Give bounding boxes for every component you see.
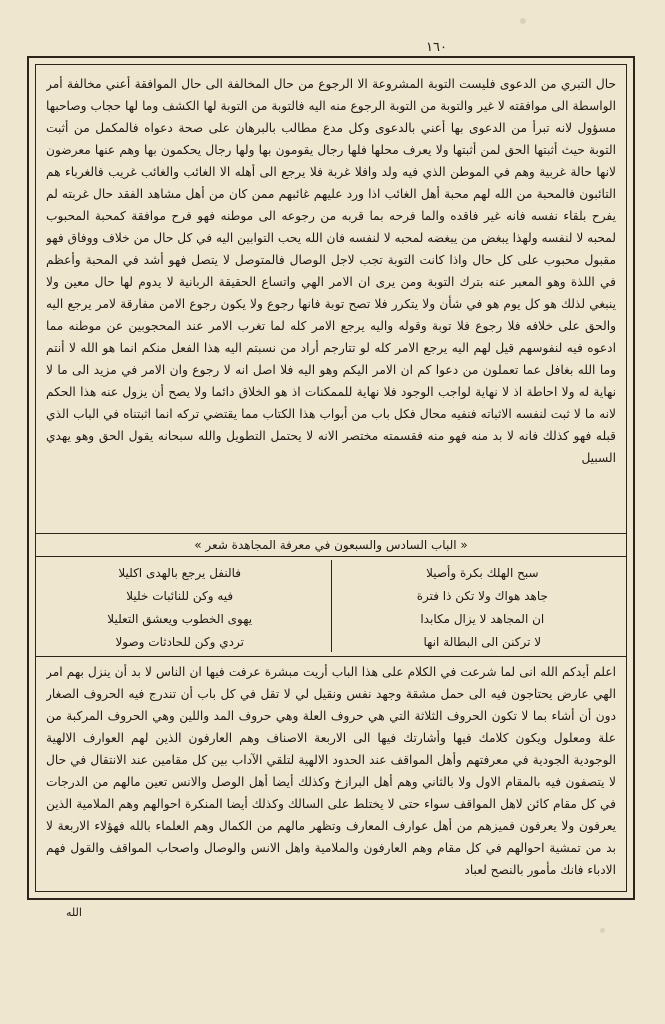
chapter-heading: « الباب السادس والسبعون في معرفة المجاهدة شعر » <box>36 533 626 557</box>
page-number: ١٦٠ <box>426 40 447 55</box>
text-frame-inner <box>35 64 627 892</box>
catchword: الله <box>66 906 82 919</box>
poem-left-column <box>44 562 315 654</box>
poem-verse: سبح الهلك بكرة وأصيلا <box>426 566 539 580</box>
poem-block <box>36 556 626 657</box>
poem-verse: فالنفل يرجع بالهدى اكليلا <box>118 566 242 580</box>
poem-verse: تردي وكن للحادثات وصولا <box>115 635 244 649</box>
poem-right-column <box>347 562 618 654</box>
poem-divider <box>331 560 332 652</box>
poem-verse: جاهد هواك ولا تكن ذا فترة <box>416 589 548 603</box>
paper-stain <box>520 18 526 24</box>
poem-verse: يهوى الخطوب ويعشق التعليلا <box>107 612 253 626</box>
poem-verse: لا تركنن الى البطالة انها <box>423 635 542 649</box>
main-paragraph-bottom: اعلم أيدكم الله انى لما شرعت في الكلام على هذا الباب أريت مبشرة عرفت فيها ان الناس لا بد أن ينزل بهم امر الهي عارض يحتاجون فيه الى حمل مشقة وجهد نفس ونقيل لي لا تقل في كل باب أن تندرج فيه الحروف الصغار دون أن أشاء بما لا تكون الحروف الثلاثة التي هي حروف العلة وهي حروف المد واللين وهي الحروف المركبة من علة ومعلول ويكون كلامك فيها وأشارتك فيها الى الاربعة الاصناف وهم العارفون الذين لهم العوارف الالهية الوجودية الجودية في معرفتهم وأهل المواقف عند الحدود الالهية لتلقي الآداب بين كل مقامين عند الانتقال في حال لا يتصفون فيه بالمقام الاول ولا بالثاني وهم أهل البرازخ وكذلك أيضا أهل الوصل والانس تعين مالهم من الدرجات في كل مقام كائن لاهل المواقف سواء حتى لا يختلط على السالك وكذلك أيضا المنكرة احوالهم وهم الملامية الذين يعرفون ولا يعرفون فميزهم من أهل عوارف المعارف وتظهر مالهم من الكمال وهم العلماء بالله فهؤلاء الاربعة لا بد من تمشية احوالهم في كل مقام وهم العارفون والملامية واهل الانس والوصال واصحاب المواقف والقول فهم الادباء فانك مأمور بالنصح لعباد <box>46 665 616 877</box>
poem-verse: فيه وكن للنائبات خليلا <box>126 589 234 603</box>
main-paragraph-top: حال التبري من الدعوى فليست التوبة المشروعة الا الرجوع من حال المخالفة الى حال الموافقة أعني مخالفة أمر الواسطة الى موافقته لا غير والتوبة من التوبة الرجوع منه اليه فالتوبة من التوبة لها الكشف وما لها حجاب وصاحبها مسؤول لانه تبرأ من الدعوى بها أعني بالدعوى وكل مدع مطالب بالبرهان على صحة دعواه فالمكمل من أثبت التوبة حيث أثبتها الحق لمن أثبتها ولا يعرف محلها فلها رجال يقومون بها ولها رجال يحكمون بها وهم عنها معرضون لانها حالة غربية وهم في الموطن الذي فيه ولد وافلا غربة فلا يرجع الى أهله الا الغائب والغائب غريب فالغرباء هم التائبون فالمحبة من الله لهم محبة أهل الغائب اذا ورد عليهم غائبهم ممن كان من أهل مشاهد الفقد حال غربته لم يفرح بلقاء نفسه فانه غير فاقده والما فرحه بما قربه من رجوعه الى موطنه فهو فرح موافقة كمحبة المحبوب لمحبه لا لنفسه ولهذا يبغض من يبغضه لمحبه لا لنفسه فان الله يحب التوابين اليه في كل حال من خلاف ووفاق فهو مقبول محبوب على كل حال واذا كانت التوبة تجب لاجل الوصال فالمتوصل لا يتصل فهو أشد في المحبة وأعظم في اللذة وهو المعبر عنه بترك التوبة ومن يرى ان الامر الهي واتساع الحقيقة الربانية لا يدوم لها حال معين ولا ينبغي لذلك هو كل يوم هو في شأن ولا يتكرر فلا تصح توبة فانها رجوع ولا يكون رجوع الامن مفارقة لامر يرجع اليه والحق على خلافه فلا رجوع فلا توبة وقوله واليه يرجع الامر كله لما تغرب الامر عند المحجوبين عن موطنه مما ادعوه فيه لنفوسهم قيل لهم اليه يرجع الامر كله لو تتارجم أراد من نسبتم اليه هذا الفعل منكم انما هو الله لا أنتم وما الله بغافل عما تعملون من دعوا كم ان الامر اليكم وهو اليه فلا اصل انه لا رجوع وان الامر في مزيد الى ما لا نهاية له ولا احاطة اذ لا نهاية لواجب الوجود فلا نهاية للممكنات اذ هو الخلاق دائما ولا يصح أن يزول عنه هذا الحكم لانه ما لا ثبت لنفسه الاثباته فنفيه محال فكل باب من أبواب هذا الكتاب مما يقتضي تركه انما اثبتناه في الباب الذي قبله فهو كذلك فانه لا بد منه فهو منه فقسمته مختصر الانه لا يحتمل التطويل والله سبحانه يقول الحق وهو يهدي السبيل <box>46 77 616 465</box>
paper-stain <box>600 928 605 933</box>
text-frame <box>27 56 635 900</box>
poem-verse: ان المجاهد لا يزال مكابدا <box>420 612 545 626</box>
